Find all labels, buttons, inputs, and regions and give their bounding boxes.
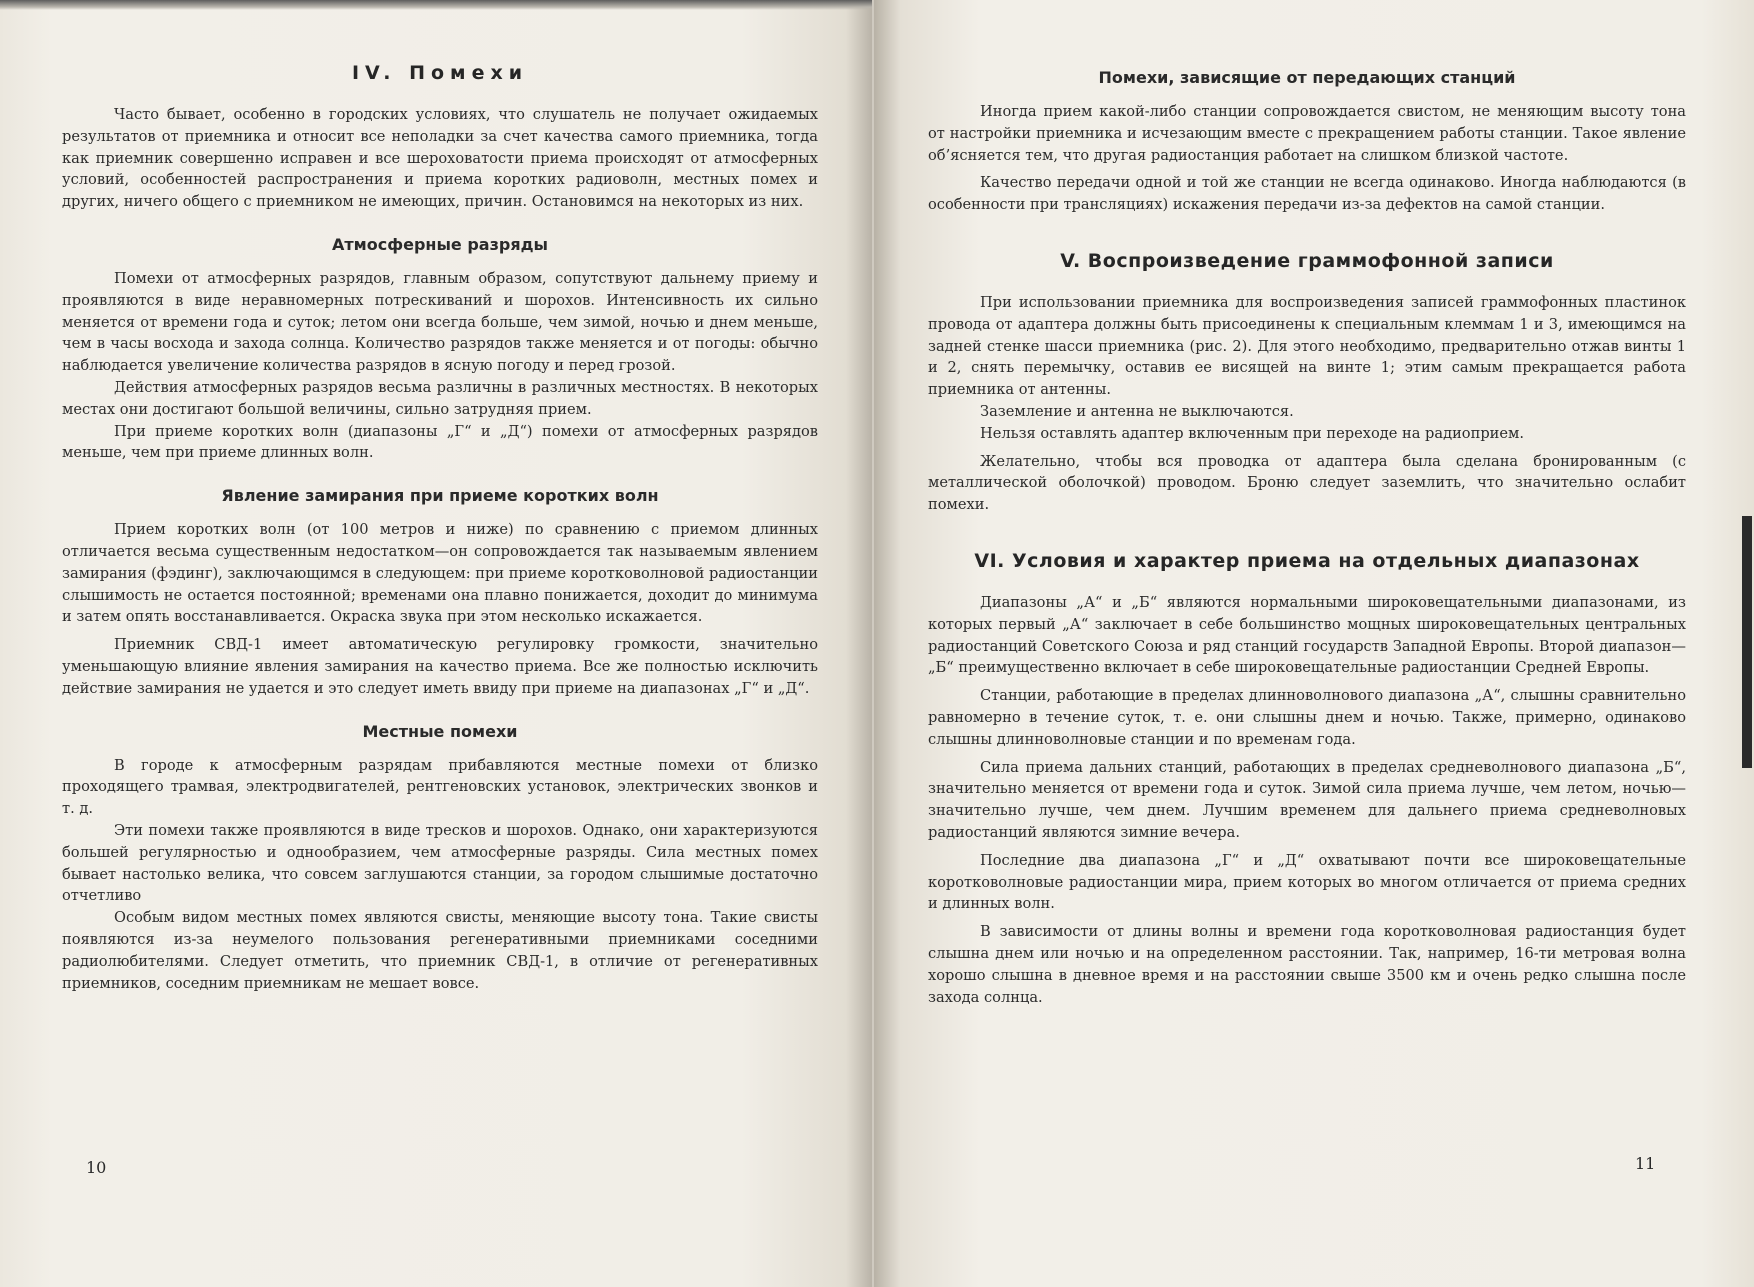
right-page-content bbox=[928, 68, 1686, 1008]
subsection-title-atmospheric: Атмосферные разряды bbox=[332, 234, 548, 254]
bands-paragraph-5: В зависимости от длины волны и времени года коротковолновая радиостанция будет слышна днем или ночью и на определенном расстоянии. Так, например, 16-ти метровая волна хорошо слышна в дневное время и на расстоянии свыше 3500 км и очень редко слышна после захода солнца. bbox=[928, 923, 1686, 1006]
transmitting-paragraph-1: Иногда прием какой-либо станции сопровождается свистом, не меняющим высоту тона от настройки приемника и исчезающим вместе с прекращением работы станции. Такое явление об’ясняется тем, что другая радиостанция работает на слишком близкой частоте. bbox=[928, 103, 1686, 164]
fading-paragraph-2: Приемник СВД-1 имеет автоматическую регулировку громкости, значительно уменьшающую влияние явления замирания на качество приема. Все же полностью исключить действие замирания не удается и это следует иметь ввиду при приеме на диапазонах „Г“ и „Д“. bbox=[62, 636, 818, 697]
bands-paragraph-1: Диапазоны „А“ и „Б“ являются нормальными широковещательными диапазонами, из которых первый „А“ заключает в себе большинство мощных широковещательных центральных радиостанций Советского Союза и ряд станций государств Западной Европы. Второй диапазон—„Б“ преимущественно включает в себе широковещательные радиостанции Средней Европы. bbox=[928, 593, 1686, 677]
section-title-gramophone: V. Воспроизведение граммофонной записи bbox=[1060, 249, 1554, 272]
page-number-left: 10 bbox=[86, 1158, 107, 1177]
atmospheric-paragraph-1: Помехи от атмосферных разрядов, главным образом, сопутствуют дальнему приему и проявляются в виде неравномерных потрескиваний и шорохов. Интенсивность их сильно меняется от времени года и суток; летом они всегда больше, чем зимой, ночью и днем меньше, чем в часы восхода и захода солнца. Количество разрядов также меняется и от погоды: обычно наблюдается увеличение количества разрядов в ясную погоду и перед грозой. bbox=[62, 269, 818, 375]
intro-paragraph: Часто бывает, особенно в городских условиях, что слушатель не получает ожидаемых результатов от приемника и относит все неполадки за счет качества самого приемника, тогда как приемник совершенно исправен и все шероховатости приема происходят от атмосферных условий, особенностей распространения и приема коротких радиоволн, местных помех и других, ничего общего с приемником не имеющих, причин. Остановимся на некоторых из них. bbox=[62, 106, 818, 211]
fading-paragraph-1: Прием коротких волн (от 100 метров и ниже) по сравнению с приемом длинных отличается весьма существенным недостатком—он сопровождается так называемым явлением замирания (фэдинг), заключающимся в следующем: при приеме коротковолновой радиостанции слышимость не остается постоянной; временами она плавно понижается, доходит до минимума и затем опять восстанавливается. Окраска звука при этом несколько искажается. bbox=[62, 521, 818, 626]
atmospheric-paragraph-2: Действия атмосферных разрядов весьма различны в различных местностях. В некоторых местах они достигают большой величины, сильно затрудняя прием. bbox=[62, 378, 818, 418]
subsection-title-fading: Явление замирания при приеме коротких волн bbox=[221, 486, 659, 506]
bands-paragraph-3: Сила приема дальних станций, работающих в пределах средневолнового диапазона „Б“, значительно меняется от времени года и суток. Зимой сила приема лучше, чем летом, ночью—значительно лучше, чем днем. Лучшим временем для дальнего приема средневолновых радиостанций являются зимние вечера. bbox=[928, 758, 1686, 841]
local-paragraph-2: Эти помехи также проявляются в виде тресков и шорохов. Однако, они характеризуются большей регулярностью и однообразием, чем атмосферные разряды. Сила местных помех бывает настолько велика, что совсем заглушаются станции, за городом слышимые достаточно отчетливо bbox=[62, 821, 818, 905]
page-number-right: 11 bbox=[1635, 1154, 1656, 1173]
transmitting-paragraph-2: Качество передачи одной и той же станции не всегда одинаково. Иногда наблюдаются (в особенности при трансляциях) искажения передачи из-за дефектов на самой станции. bbox=[928, 174, 1686, 214]
subsection-title-local: Местные помехи bbox=[362, 721, 518, 741]
local-paragraph-1: В городе к атмосферным разрядам прибавляются местные помехи от близко проходящего трамвая, электродвигателей, рентгеновских установок, электрических звонков и т. д. bbox=[62, 756, 818, 818]
left-page bbox=[0, 0, 872, 1287]
atmospheric-paragraph-3: При приеме коротких волн (диапазоны „Г“ и „Д“) помехи от атмосферных разрядов меньше, чем при приеме длинных волн. bbox=[62, 422, 818, 462]
section-title-interference: IV. Помехи bbox=[351, 62, 529, 84]
gramophone-paragraph-2: Заземление и антенна не выключаются. bbox=[980, 402, 1294, 420]
gramophone-paragraph-1: При использовании приемника для воспроизведения записей граммофонных пластинок провода от адаптера должны быть присоединены к специальным клеммам 1 и 3, имеющимся на задней стенке шасси приемника (рис. 2). Для этого необходимо, предварительно отжав винты 1 и 2, снять перемычку, оставив ее висящей на винте 1; этим самым прекращается работа приемника от антенны. bbox=[928, 293, 1686, 399]
page-top-shadow bbox=[0, 0, 872, 10]
page-edge-mark bbox=[1742, 516, 1752, 768]
bands-paragraph-2: Станции, работающие в пределах длинноволнового диапазона „А“, слышны сравнительно равномерно в течение суток, т. е. они слышны днем и ночью. Также, примерно, одинаково слышны длинноволновые станции и по временам года. bbox=[928, 687, 1686, 748]
local-paragraph-3: Особым видом местных помех являются свисты, меняющие высоту тона. Такие свисты появляются из-за неумелого пользования регенеративными приемниками соседними радиолюбителями. Следует отметить, что приемник СВД-1, в отличие от регенеративных приемников, соседним приемникам не мешает вовсе. bbox=[62, 909, 818, 992]
right-page bbox=[874, 0, 1754, 1287]
gramophone-paragraph-4: Желательно, чтобы вся проводка от адаптера была сделана бронированным (с металлической оболочкой) проводом. Броню следует заземлить, что значительно ослабит помехи. bbox=[928, 452, 1686, 514]
bands-paragraph-4: Последние два диапазона „Г“ и „Д“ охватывают почти все широковещательные коротковолновые радиостанции мира, прием которых во многом отличается от приема средних и длинных волн. bbox=[928, 851, 1686, 913]
left-page-content bbox=[62, 62, 818, 994]
section-title-bands: VI. Условия и характер приема на отдельных диапазонах bbox=[974, 549, 1640, 572]
subsection-title-transmitting: Помехи, зависящие от передающих станций bbox=[1098, 68, 1516, 87]
gramophone-paragraph-3: Нельзя оставлять адаптер включенным при переходе на радиоприем. bbox=[980, 424, 1525, 442]
